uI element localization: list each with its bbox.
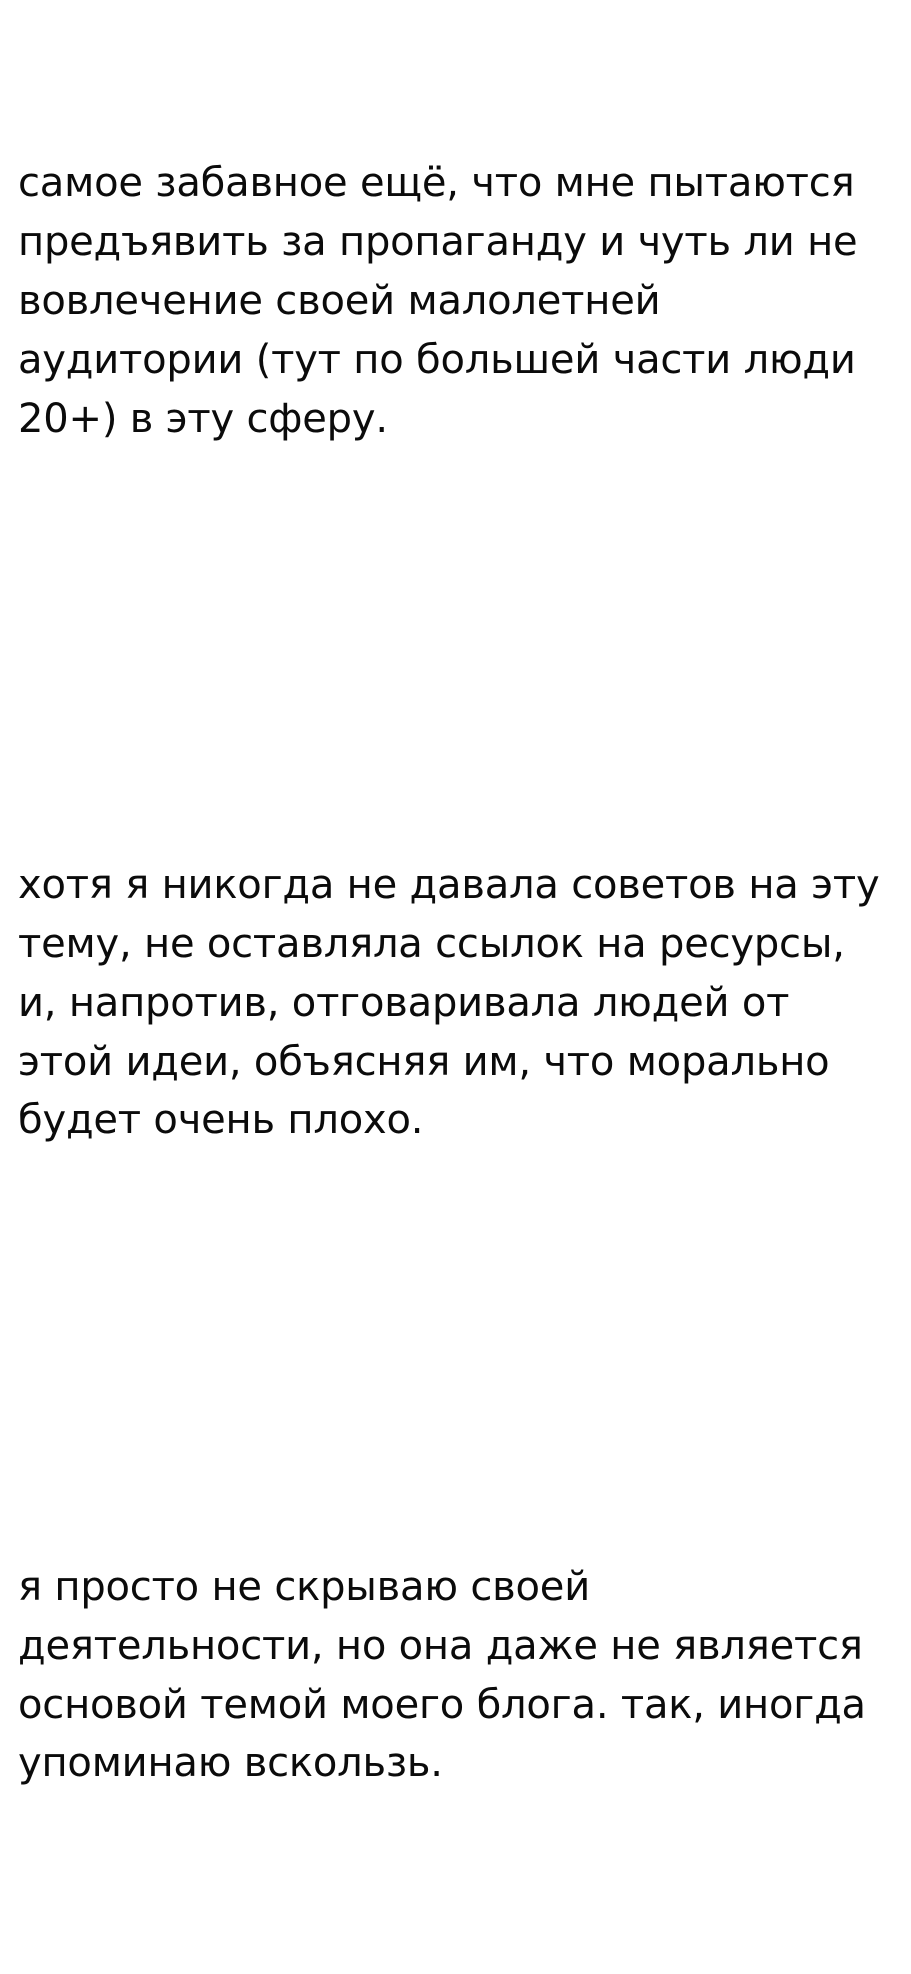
paragraph-1: самое забавное ещё, что мне пытаются предъявить за пропаганду и чуть ли не вовлечение своей малолетней аудитории (тут по большей части люди 20+) в эту сферу.	[18, 160, 870, 442]
paragraph-2: хотя я никогда не давала советов на эту тему, не оставляла ссылок на ресурсы, и, напротив, отговаривала людей от этой идеи, объясняя им, что морально будет очень плохо.	[18, 862, 892, 1144]
paragraph-3: я просто не скрываю своей деятельности, но она даже не является основой темой моего блога. так, иногда упоминаю вскользь.	[18, 1563, 879, 1787]
paragraph-spacer-2	[18, 1327, 893, 1382]
paragraph-spacer-1	[18, 625, 893, 680]
post-body	[18, 0, 893, 1974]
